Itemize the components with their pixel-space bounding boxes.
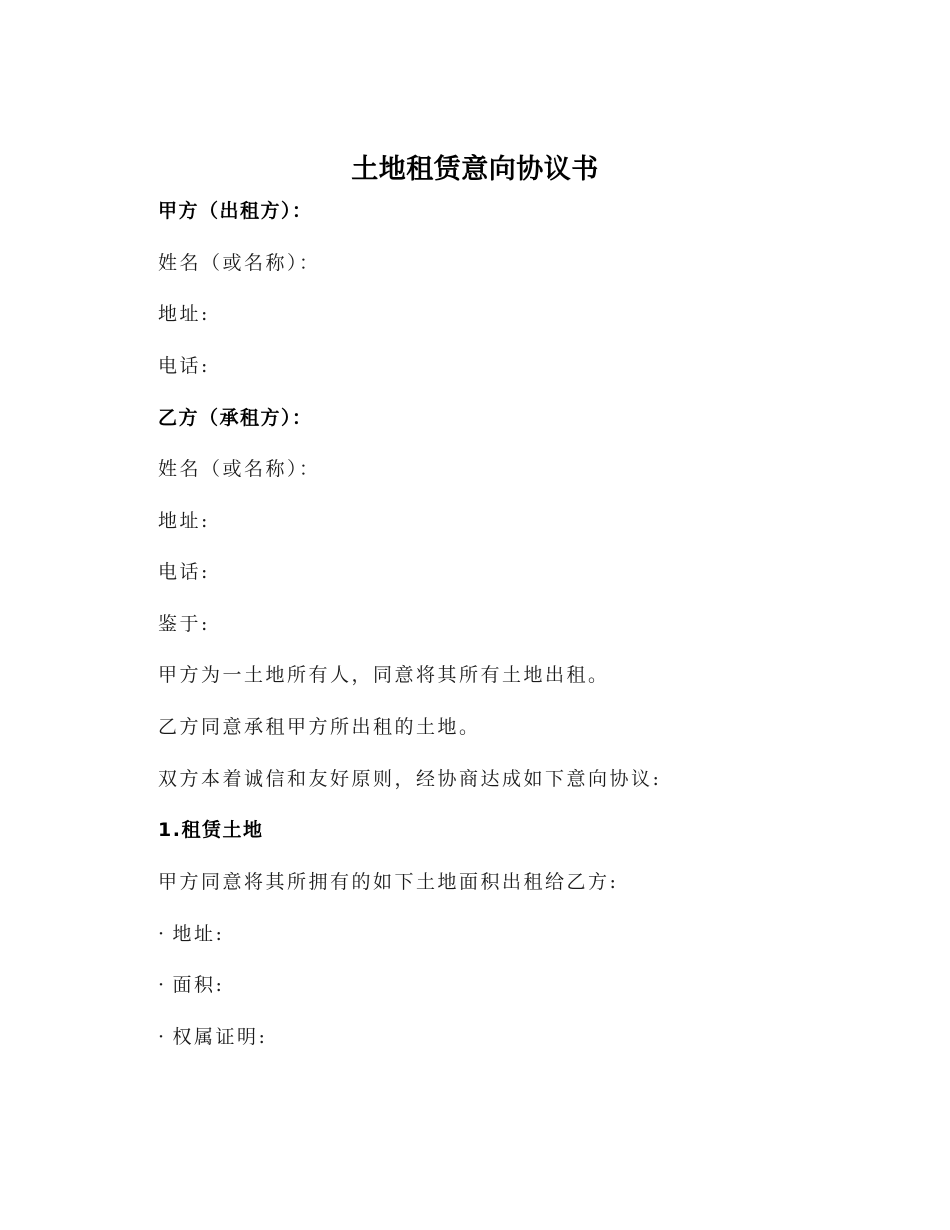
bullet-item-area [158,971,224,999]
party-a-name-label: 姓名（或名称）： [158,252,321,274]
bullet-item-ownership-proof [158,1023,267,1051]
party-a-phone-label: 电话: [158,355,210,377]
bullet-item-label: 权属证明: [172,1026,268,1048]
party-b-heading: 乙方（承租方）： [158,407,313,429]
section-1-heading: 1.租赁土地 [158,819,264,841]
whereas-clause-3: 双方本着诚信和友好原则，经协商达成如下意向协议: [158,768,662,790]
bullet-dot-icon: · [158,923,167,945]
whereas-clause-2: 乙方同意承租甲方所出租的土地。 [158,716,481,738]
bullet-item-label: 面积: [172,974,225,996]
bullet-item-address [158,920,224,948]
party-b-address-label: 地址: [158,510,210,532]
bullet-dot-icon: · [158,1026,167,1048]
document-title: 土地租赁意向协议书 [351,154,599,185]
party-a-heading: 甲方（出租方）： [158,200,313,222]
party-b-name-label: 姓名（或名称）： [158,458,321,480]
party-b-phone-label: 电话: [158,561,210,583]
party-a-address-label: 地址: [158,303,210,325]
bullet-item-label: 地址: [172,923,225,945]
bullet-dot-icon: · [158,974,167,996]
section-1-intro: 甲方同意将其所拥有的如下土地面积出租给乙方: [158,871,619,893]
whereas-label: 鉴于: [158,613,210,635]
whereas-clause-1: 甲方为一土地所有人，同意将其所有土地出租。 [158,664,610,686]
